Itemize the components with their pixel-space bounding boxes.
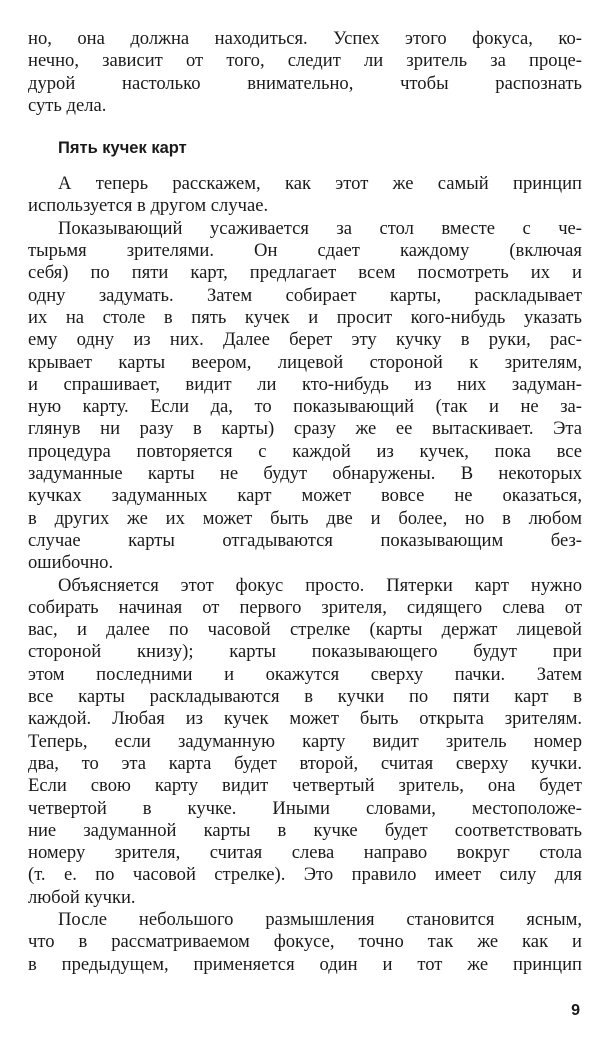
paragraph-4 (28, 909, 582, 976)
section-heading: Пять кучек карт (58, 139, 187, 158)
text-line: в других же их может быть две и более, но в любом (28, 507, 582, 529)
text-line: собирать начиная от первого зрителя, сидящего слева от (28, 596, 582, 618)
text-line: что в рассматриваемом фокусе, точно так же как и (28, 931, 582, 953)
paragraph-3 (28, 575, 582, 909)
text-line: дурой настолько внимательно, чтобы распознать (28, 72, 582, 94)
page-number: 9 (571, 1002, 580, 1019)
text-line: ему одну из них. Далее берет эту кучку в руки, рас- (28, 329, 582, 351)
text-line: После небольшого размышления становится ясным, (58, 908, 582, 930)
text-line: себя) по пяти карт, предлагает всем посмотреть их и (28, 262, 582, 284)
text-line: глянув ни разу в карты) сразу же ее вытаскивает. Эта (28, 418, 582, 440)
text-line: стороной книзу); карты показывающего будут при (28, 641, 582, 663)
text-line: их на столе в пять кучек и просит кого-нибудь указать (28, 306, 582, 328)
text-line: но, она должна находиться. Успех этого фокуса, ко- (28, 28, 582, 49)
text-line: крывает карты веером, лицевой стороной к зрителям, (28, 351, 582, 373)
text-line: нечно, зависит от того, следит ли зритель за проце- (28, 50, 582, 72)
text-line: Объясняется этот фокус просто. Пятерки карт нужно (58, 574, 582, 596)
text-line: каждой. Любая из кучек может быть открыта зрителям. (28, 708, 582, 730)
text-line: тырьмя зрителями. Он сдает каждому (включая (28, 240, 582, 262)
text-line: ние задуманной карты в кучке будет соответствовать (28, 819, 582, 841)
text-line: этом последними и окажутся сверху пачки. Затем (28, 663, 582, 685)
text-line: Если свою карту видит четвертый зритель, она будет (28, 775, 582, 797)
paragraph-1 (28, 173, 582, 218)
text-line: все карты раскладываются в кучки по пяти карт в (28, 686, 582, 708)
text-line: суть дела. (28, 94, 107, 116)
text-line: в предыдущем, применяется один и тот же принцип (28, 953, 582, 975)
text-line: случае карты отгадываются показывающим без- (28, 529, 582, 551)
text-line: А теперь расскажем, как этот же самый принцип (58, 173, 582, 195)
text-line: (т. е. по часовой стрелке). Это правило имеет силу для (28, 864, 582, 886)
text-line: ошибочно. (28, 552, 114, 574)
text-line: четвертой в кучке. Иными словами, местоположе- (28, 797, 582, 819)
text-line: Показывающий усаживается за стол вместе с че- (58, 217, 582, 239)
paragraph-2 (28, 218, 582, 575)
text-line: задуманные карты не будут обнаружены. В некоторых (28, 463, 582, 485)
text-line: ную карту. Если да, то показывающий (так и не за- (28, 396, 582, 418)
text-line: одну задумать. Затем собирает карты, раскладывает (28, 284, 582, 306)
intro-paragraph (28, 28, 582, 117)
text-line: любой кучки. (28, 886, 136, 908)
text-line: Теперь, если задуманную карту видит зритель номер (28, 730, 582, 752)
text-line: процедура повторяется с каждой из кучек, пока все (28, 440, 582, 462)
text-line: два, то эта карта будет второй, считая сверху кучки. (28, 752, 582, 774)
text-line: вас, и далее по часовой стрелке (карты держат лицевой (28, 619, 582, 641)
book-page (28, 28, 582, 976)
text-line: и спрашивает, видит ли кто-нибудь из них задуман- (28, 373, 582, 395)
text-line: номеру зрителя, считая слева направо вокруг стола (28, 842, 582, 864)
text-line: используется в другом случае. (28, 195, 269, 217)
text-line: кучках задуманных карт может вовсе не оказаться, (28, 485, 582, 507)
